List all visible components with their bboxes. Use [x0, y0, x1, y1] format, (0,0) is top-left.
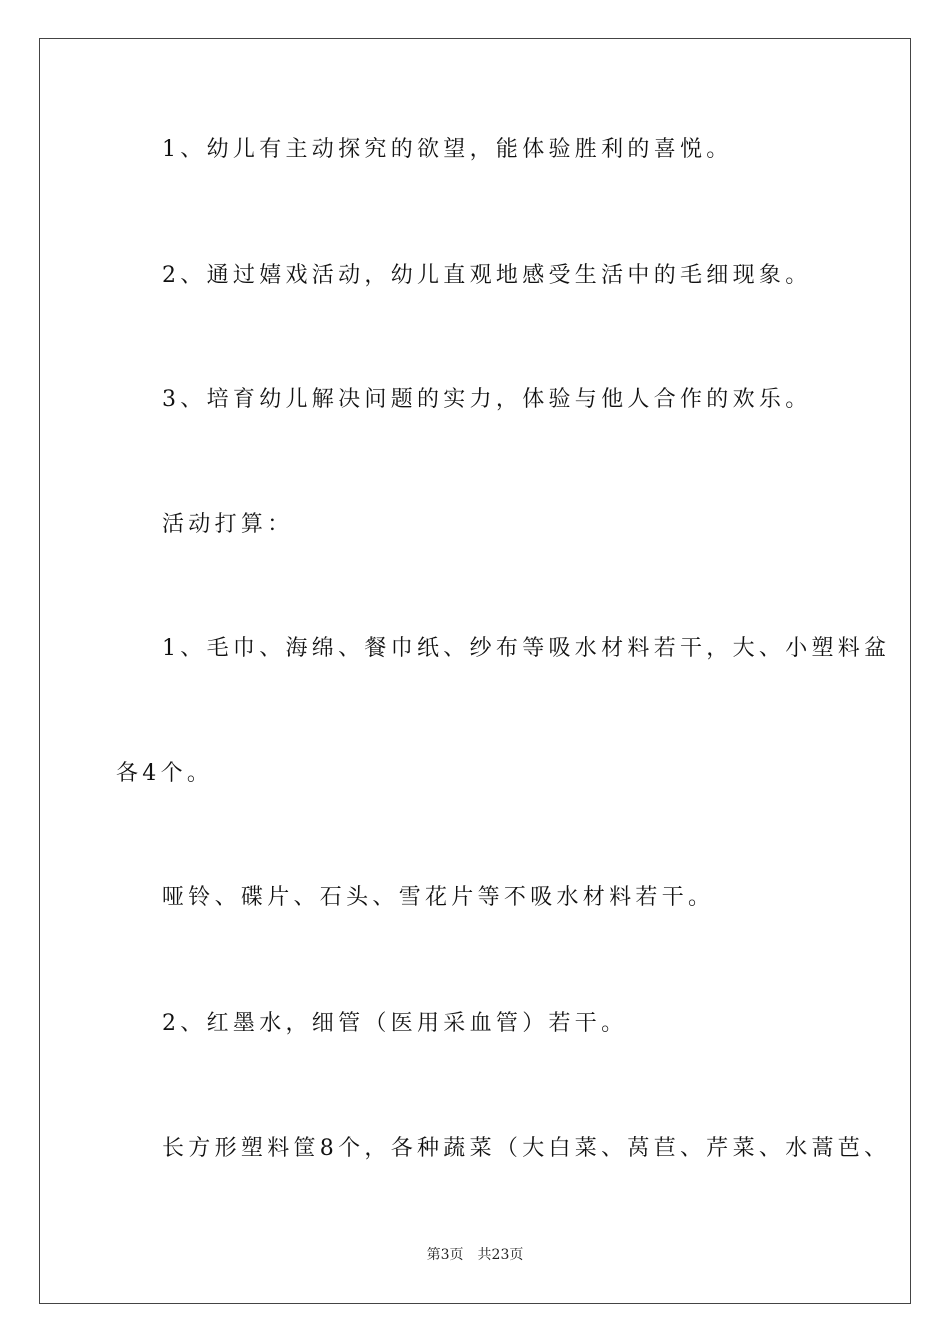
page-footer — [0, 1246, 950, 1264]
objective-3: 3、培育幼儿解决问题的实力，体验与他人合作的欢乐。 — [162, 387, 812, 412]
section-heading-preparation: 活动打算： — [162, 512, 294, 537]
page-number: 第3页 — [426, 1247, 464, 1263]
objective-1: 1、幼儿有主动探究的欲望，能体验胜利的喜悦。 — [162, 137, 733, 162]
preparation-item-1-continued: 各4个。 — [116, 761, 214, 786]
objective-2: 2、通过嬉戏活动，幼儿直观地感受生活中的毛细现象。 — [162, 263, 812, 288]
preparation-item-1: 1、毛巾、海绵、餐巾纸、纱布等吸水材料若干，大、小塑料盆 — [162, 636, 891, 661]
preparation-baskets: 长方形塑料筐8个，各种蔬菜（大白菜、莴苣、芹菜、水蒿芭、 — [162, 1136, 891, 1161]
preparation-item-2: 2、红墨水，细管（医用采血管）若干。 — [162, 1011, 628, 1036]
page-total: 共23页 — [477, 1247, 524, 1263]
preparation-non-absorbent: 哑铃、碟片、石头、雪花片等不吸水材料若干。 — [162, 885, 715, 910]
page-border — [39, 38, 911, 1304]
